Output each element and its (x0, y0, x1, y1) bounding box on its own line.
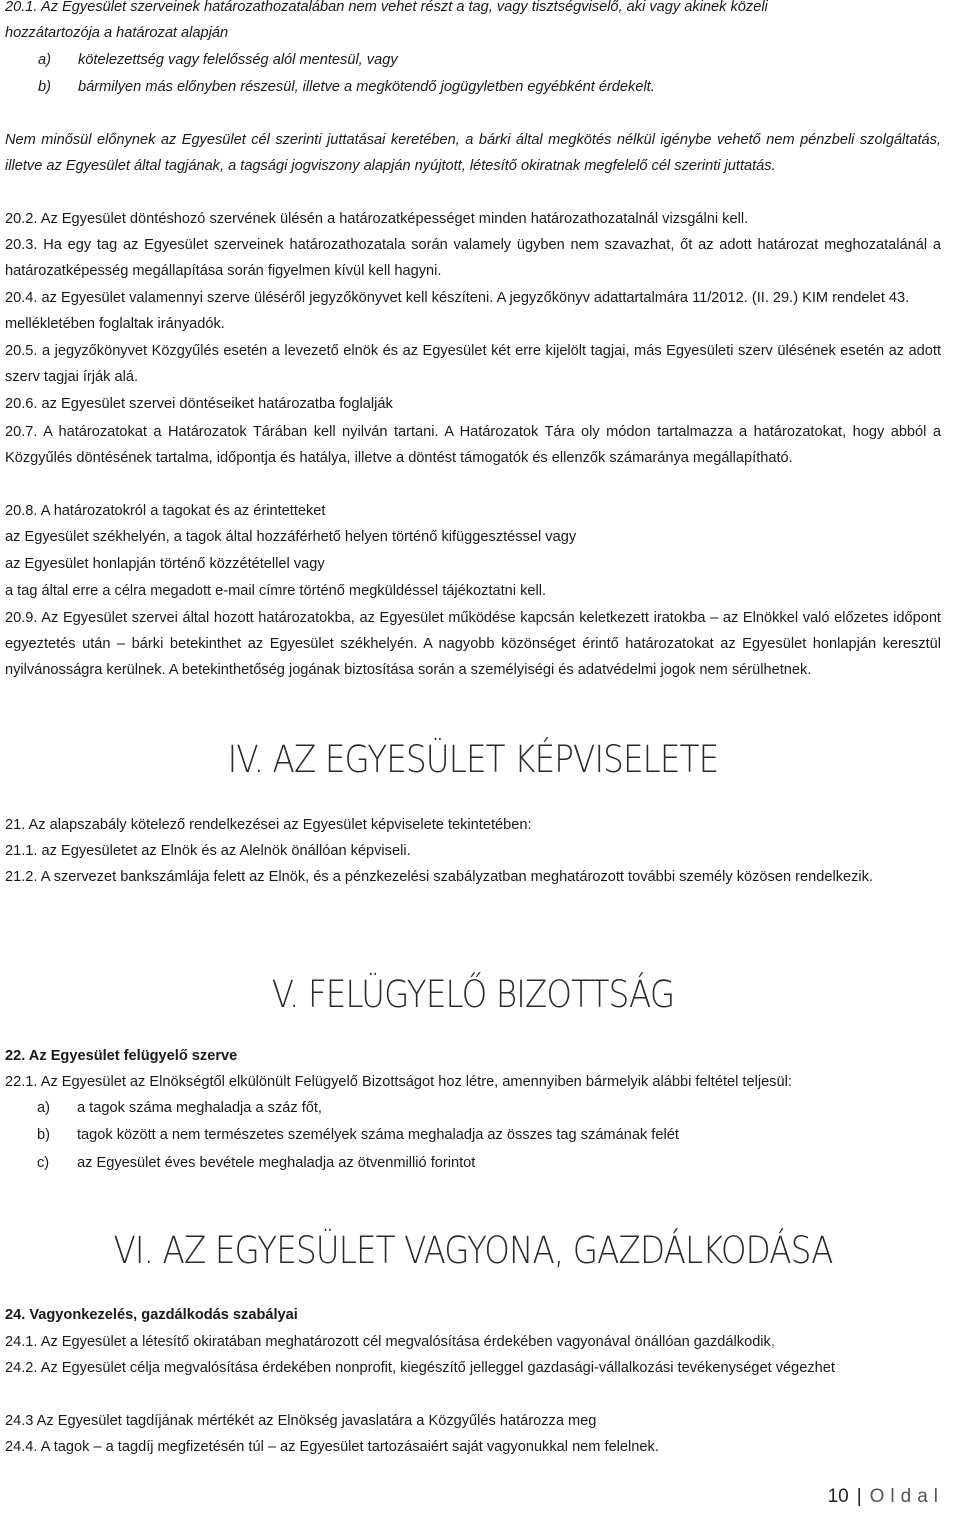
list-label: a) (38, 52, 51, 68)
paragraph-20-1-line1: 20.1. Az Egyesület szerveinek határozathozatalában nem vehet részt a tag, vagy tisztségviselő, aki vagy akinek közeli (5, 0, 768, 15)
paragraph-20-8-line3: az Egyesület honlapján történő közzététellel vagy (5, 556, 325, 572)
paragraph-22-1: 22.1. Az Egyesület az Elnökségtől elkülönült Felügyelő Bizottságot hoz létre, amennyiben bármelyik alábbi feltétel teljesül: (5, 1074, 792, 1090)
section-title-24: 24. Vagyonkezelés, gazdálkodás szabályai (5, 1307, 298, 1323)
paragraph-20-1-line2: hozzátartozója a határozat alapján (5, 25, 229, 41)
paragraph-20-7: 20.7. A határozatokat a Határozatok Tárában kell nyilván tartani. A Határozatok Tára oly módon tartalmazza a határozatokat, hogy abból a Közgyűlés döntésének tartalma, időpontja és hatálya, illetve a döntést támogatók és ellenzők számaránya megállapítható. (5, 424, 941, 466)
list-text: kötelezettség vagy felelősség alól mentesül, vagy (78, 52, 398, 68)
list-item-22-c (5, 1150, 475, 1176)
paragraph-24-3: 24.3 Az Egyesület tagdíjának mértékét az Elnökség javaslatára a Közgyűlés határozza meg (5, 1413, 597, 1429)
list-label: c) (37, 1155, 50, 1171)
list-label: a) (37, 1100, 50, 1116)
paragraph-21-1: 21.1. az Egyesületet az Elnök és az Alelnök önállóan képviseli. (5, 843, 411, 859)
paragraph-24-1 (5, 1329, 775, 1355)
section-heading-iv: IV. AZ EGYESÜLET KÉPVISELETE (227, 738, 719, 781)
list-item-22-a (5, 1095, 322, 1121)
paragraph-20-9: 20.9. Az Egyesület szervei által hozott határozatokba, az Egyesület működése kapcsán keletkezett iratokba – az Elnökkel való előzetes időpont egyeztetés után – bárki betekinthet az Egyesület székhelyén. A nagyobb közönséget érintő határozatokat az Egyesület honlapján keresztül nyilvánosságra kerülnek. A betekinthetőség jogának biztosítása során a személyiségi és adatvédelmi jogok nem sérülhetnek. (5, 610, 941, 678)
paragraph-20-3: 20.3. Ha egy tag az Egyesület szerveinek határozathozatala során valamely ügyben nem szavazhat, őt az adott határozat meghozatalánál a határozatképesség megállapítása során figyelmen kívül kell hagyni. (5, 237, 941, 279)
list-item-20-1-a (5, 47, 398, 73)
paragraph-24-4: 24.4. A tagok – a tagdíj megfizetésén túl – az Egyesület tartozásaiért saját vagyonukkal nem felelnek. (5, 1439, 659, 1455)
paragraph-24-2: 24.2. Az Egyesület célja megvalósítása érdekében nonprofit, kiegészítő jelleggel gazdasági-vállalkozási tevékenységet végezhet (5, 1360, 835, 1376)
section-heading-vi: VI. AZ EGYESÜLET VAGYONA, GAZDÁLKODÁSA (113, 1229, 833, 1272)
list-label: b) (37, 1127, 50, 1143)
page-number: 10 (827, 1486, 849, 1507)
list-text: bármilyen más előnyben részesül, illetve a megkötendő jogügyletben egyébként érdekelt. (78, 79, 655, 95)
list-text: az Egyesület éves bevétele meghaladja az ötvenmillió forintot (77, 1155, 476, 1171)
list-item-22-b (5, 1122, 679, 1148)
paragraph-21-2: 21.2. A szervezet bankszámlája felett az Elnök, és a pénzkezelési szabályzatban meghatározott további személy közösen rendelkezik. (5, 869, 873, 885)
section-title-22: 22. Az Egyesület felügyelő szerve (5, 1048, 238, 1064)
paragraph-20-8-line2: az Egyesület székhelyén, a tagok által hozzáférhető helyen történő kifüggesztéssel vagy (5, 529, 577, 545)
section-heading-v: V. FELÜGYELŐ BIZOTTSÁG (271, 973, 675, 1016)
list-item-20-1-b (5, 74, 655, 100)
paragraph-24-1-mark: , (770, 1334, 775, 1350)
paragraph-20-8-line4: a tag által erre a célra megadott e-mail címre történő megküldéssel tájékoztatni kell. (5, 583, 547, 599)
page-word: Oldal (869, 1486, 944, 1507)
footer-separator: | (856, 1486, 862, 1507)
paragraph-20-8-line1: 20.8. A határozatokról a tagokat és az érintetteket (5, 503, 326, 519)
list-text: a tagok száma meghaladja a száz főt, (77, 1100, 322, 1116)
paragraph-20-2: 20.2. Az Egyesület döntéshozó szervének ülésén a határozatképességet minden határozathozatalnál vizsgálni kell. (5, 211, 749, 227)
paragraph-20-1-note: Nem minősül előnynek az Egyesület cél szerinti juttatásai keretében, a bárki által megkötés nélkül igénybe vehető nem pénzbeli szolgáltatás, illetve az Egyesület által tagjának, a tagsági jogviszony alapján nyújtott, létesítő okiratnak megfelelő cél szerinti juttatás. (5, 132, 941, 174)
paragraph-24-1-text: 24.1. Az Egyesület a létesítő okiratában meghatározott cél megvalósítása érdekében vagyonával önállóan gazdálkodik (5, 1334, 771, 1350)
paragraph-20-5: 20.5. a jegyzőkönyvet Közgyűlés esetén a levezető elnök és az Egyesület két erre kijelölt tagjai, más Egyesületi szerv ülésének esetén az adott szerv tagjai írják alá. (5, 343, 941, 385)
list-label: b) (38, 79, 51, 95)
page-footer (828, 1486, 944, 1508)
paragraph-21: 21. Az alapszabály kötelező rendelkezései az Egyesület képviselete tekintetében: (5, 817, 532, 833)
list-text: tagok között a nem természetes személyek száma meghaladja az összes tag számának felét (77, 1127, 679, 1143)
paragraph-20-6: 20.6. az Egyesület szervei döntéseiket határozatba foglalják (5, 396, 393, 412)
paragraph-20-4: 20.4. az Egyesület valamennyi szerve üléséről jegyzőkönyvet kell készíteni. A jegyzőkönyv adattartalmára 11/2012. (II. 29.) KIM rendelet 43. mellékletében foglaltak irányadók. (5, 290, 910, 332)
